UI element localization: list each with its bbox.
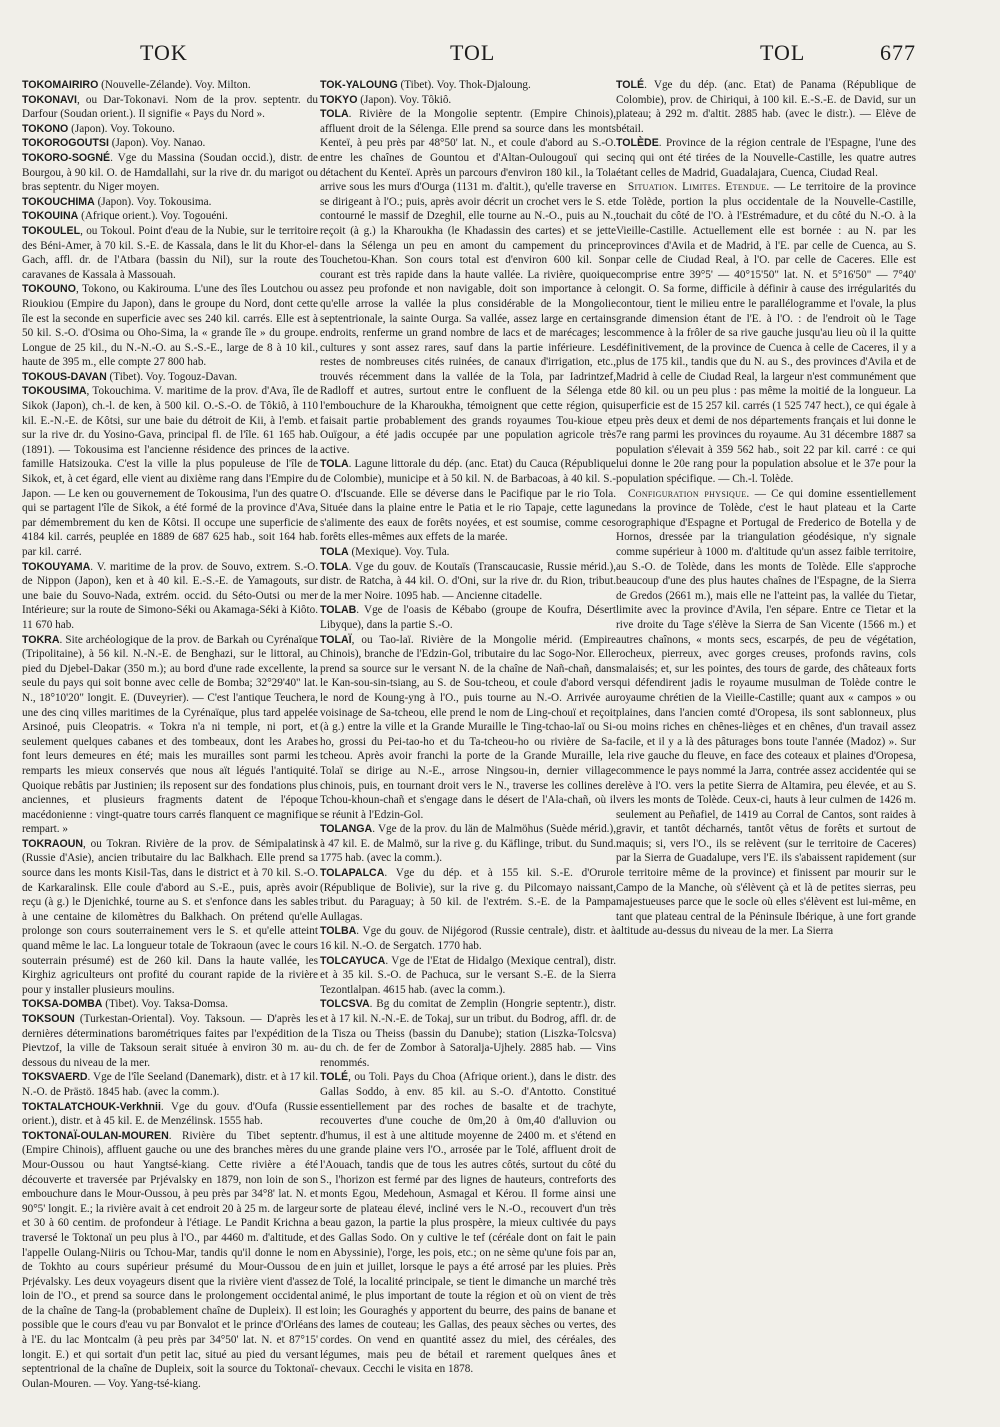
- entry-text: (Turkestan-Oriental). Voy. Taksoun. — D'après les dernières déterminations barométriques faites par l'expédition de Pievtzof, la ville de Taksoun serait située à environ 30 m. au-dessous du niveau de la mer.: [22, 1013, 318, 1069]
- entry-term: TOKRA: [22, 633, 60, 646]
- entry-term: TOKOUYAMA: [22, 560, 91, 573]
- entry: [22, 560, 318, 633]
- entry-term: TOLCAYUCA: [320, 954, 386, 967]
- entry: [22, 1070, 318, 1099]
- entry: [320, 924, 616, 953]
- entry-term: TOLA: [320, 108, 349, 121]
- entry: [22, 224, 318, 282]
- entry: [320, 78, 616, 93]
- entry-text: . Vge de l'île Seeland (Danemark), distr. et à 17 kil. N.-O. de Prästö. 1845 hab. (avec la comm.).: [22, 1071, 318, 1098]
- entry: [320, 822, 616, 866]
- entry-term: TOLAB: [320, 604, 357, 617]
- entry: [320, 93, 616, 108]
- entry-text: , Tokouchima. V. maritime de la prov. d'Ava, île de Sikok (Japon), ch.-l. de ken, à 500 kil. O.-S.-O. de Tôkiô, à 110 kil. E.-N.-E. de Kôtsi, sur une baie du détroit de Kii, à l'emb. et sur la rive dr. du Yosino-Gava, principal fl. de l'île. 61 165 hab. (1891). — Tokousima est l'ancienne résidence des princes de la famille Hatsizouka. C'est la ville la plus populeuse de l'île de Sikok, et, à cet égard, elle vient au dixième rang dans l'Empire du Japon. — Le ken ou gouvernement de Tokousima, l'un des quatre qui se partagent l'île de Sikok, a été formé de la province d'Ava, par démembrement du ken de Kôtsi. Il occupe une superficie de 4184 kil. carrés, peuplée en 1889 de 687 625 hab., soit 164 hab. par kil. carré.: [22, 385, 318, 558]
- section-text: — Ce qui domine essentiellement dans la province de Tolède, c'est le haut plateau et la Carte orographique d'Espagne et Portugal de Frederico de Botella y de Hornos, dressée par la triangulation géodésique, n'y signale comme supérieur à 1000 m. d'altitude qu'un assez faible territoire, au S.-O. de Tolède, dans les monts de Tolède. Elle s'approche beaucoup d'une des plus hautes chaînes de l'Espagne, de la Sierra de Gredos (2661 m.), mais elle ne l'atteint pas, la vallée du Tietar, limite avec la province d'Avila, l'en sépare. Entre ce Tietar et la rive droite du Tage s'élève la Sierra de San Vicente (1566 m.) et autres chaînons, « monts secs, escarpés, de peu de végétation, rocheux, pierreux, avec gorges creuses, profonds ravins, cols malaisés; et, sur les pointes, des tours de garde, des châteaux forts qui défendirent jadis le royaume musulman de Tolède contre le royaume chrétien de la Vieille-Castille; quant aux « campos » ou plaines, dans l'ancien comté d'Oropesa, ils sont sablonneux, plus ou moins riches en chênes-lièges et en chênes, d'un travail assez facile, et il y a là des pâturages bons toute l'année (Madoz) ». Sur la rive gauche du fleuve, en face des coteaux et plaines d'Oropesa, commence le pays nommé la Jarra, contrée assez accidentée qui se relève à l'O. vers la petite Sierra de Altamira, peu élevée, et au S. vers les monts de Tolède. Ceux-ci, hauts à leur culmen de 1426 m. seulement au Peñafiel, de 1419 au Corral de Cantos, sont raides à gravir, et tantôt décharnés, tantôt vêtus de forêts et surtout de maquis; si, vers l'O., ils se relèvent (sur le territoire de Caceres) par la Sierra de Guadalupe, vers l'E. ils s'abaissent rapidement (sur le territoire même de la province) et finissent par mourir sur le Campo de la Manche, où s'élèvent çà et là de petites sierras, peu majestueuses parce que le socle où elles s'élèvent est lui-même, en tant que plateau central de la Péninsule Ibérique, à une fort grande altitude au-dessus du niveau de la mer. La Sierra: [616, 487, 916, 938]
- entry-text: . Vge du dép. (anc. Etat) de Panama (République de Colombie), prov. de Chiriqui, à 100 kil. E.-S.-E. de David, sur un plateau; à 292 m. d'altit. 2885 hab. (avec le distr.). — Elève de bétail.: [616, 79, 916, 135]
- entry-term: TOKSVAERD: [22, 1071, 88, 1084]
- entry-text: (Mexique). Voy. Tula.: [348, 546, 450, 558]
- entry: [616, 136, 916, 180]
- entry-text: . Rivière de la Mongolie septentr. (Empire Chinois), affluent droit de la Sélenga. Elle prend sa source dans les monts Kenteï, à peu près par 48°50' lat. N., et coule d'abord au S.-O. entre les chaînes de Gountou et d'Altan-Oulougouï qui se détachent du Kenteï. Après un parcours d'environ 180 kil., la Tola arrive sous les murs d'Ourga (1131 m. d'altit.), qu'elle traverse en se dirigeant à l'O.; puis, après avoir décrit un crochet vers le S. et contourné le massif de Dzeghil, elle tourne au N.-O., puis au N., reçoit (à g.) la Kharoukha (le Khadassin des cartes) et se jette dans la Sélenga un peu en amont du campement du prince Touchetou-Khan. Son cours total est d'environ 600 kil. Son courant est très rapide dans la haute vallée. La rivière, quoique assez peu profonde et non navigable, doit son importance à ce qu'elle arrose la vallée la plus considérable de la Mongolie septentrionale, la sainte Ourga. Sa vallée, assez large en certains endroits, renferme un grand nombre de lacs et de marécages; les cultures y sont assez rares, sauf dans la partie inférieure. Les restes de nombreuses cités ruinées, de canaux d'irrigation, etc., trouvés récemment dans la vallée de la Tola, par Iadrintzef, Radloff et autres, surtout entre le confluent de la Sélenga et l'embouchure de la Kharoukha, témoignent que cette région, qui faisait partie probablement des grands royaumes Tou-kioue et Ouïgour, a été jadis occupée par une population agricole très active.: [320, 108, 616, 456]
- entry-term: TOKOMAIRIRO: [22, 79, 99, 91]
- entry-text: . V. maritime de la prov. de Souvo, extrem. S.-O. de Nippon (Japon), ken et à 40 kil. E.-S.-E. de Yamagouts, sur une baie du Souvo-Nada, extrém. occid. du Séto-Outsi ou mer Intérieure; sur la route de Simono-Séki ou Akamaga-Séki à Kiôto. 11 670 hab.: [22, 560, 318, 631]
- entry-term: TOK-YALOUNG: [320, 79, 398, 91]
- header-right-headword: TOL: [760, 40, 806, 65]
- entry-term: TOLCSVA: [320, 998, 370, 1011]
- entry-text: (Japon). Voy. Tokousima.: [94, 195, 212, 208]
- section-paragraph: [616, 180, 916, 486]
- entry-text: , Tokono, ou Kakirouma. L'une des îles Loutchou ou Rioukiou (Empire du Japon), dans le groupe du Nord, dont cette île est la seconde en superficie avec ses 240 kil. carrés. Elle est à 50 kil. S.-O. d'Osima ou Oho-Sima, la « grande île » du groupe. Longue de 25 kil., du N.-N.-O. au S.-S.-E., large de 8 à 10 kil., haute de 395 m., elle compte 27 800 hab.: [22, 283, 318, 369]
- entry-term: TOLA: [320, 560, 349, 573]
- entry: [22, 136, 318, 151]
- entry: [22, 122, 318, 137]
- entry-text: , ou Tokran. Rivière de la prov. de Sémipalatinsk (Russie d'Asie), ancien tributaire du lac Balkhach. Elle prend sa source dans les monts Kisil-Tas, dans le district et à 70 kil. S.-O. de Karkaralinsk. Elle coule d'abord au S.-E., puis, après avoir reçu (à g.) le Djenichké, tourne au S. et s'enfonce dans les sables à une centaine de kilomètres du Balkhach. On prétend qu'elle prolonge son cours souterrainement vers le S. et qu'elle atteint quand même le lac. La longueur totale de Tokraoun (avec le cours souterrain présumé) est de 260 kil. Dans la haute vallée, les Kirghiz agriculteurs ont profité du courant rapide de la rivière pour y installer plusieurs moulins.: [22, 837, 318, 996]
- entry: [22, 384, 318, 559]
- entry: [616, 78, 916, 136]
- entry-text: . Site archéologique de la prov. de Barkah ou Cyrénaïque (Tripolitaine), à 56 kil. N.-N.-E. de Benghazi, sur le littoral, au pied du Djebel-Dakar (350 m.); au bord d'une rade excellente, la seule du pays qui soit bonne avec celle de Bomba; 32°29'40" lat. N., 18°10'20" longit. E. (Duveyrier). — C'est l'antique Teuchera, une des cinq villes maritimes de la Cyrénaïque, plus tard appelée Arsinoé, puis Cleopatris. « Tokra n'a ni temple, ni port, et seulement quelques cabanes et des tombeaux, dont les Arabes font leurs demeures en été; mais les murailles sont parmi les remparts les mieux conservés que nous aït légués l'antiquité. Quoique rebâtis par Justinien; ils reposent sur des fondations plus anciennes, et plusieurs fragments datent de l'époque macédonienne : vingt-quatre tours carrés flanquent ce magnifique rempart. »: [22, 633, 318, 836]
- section-heading: Configuration physique.: [628, 487, 750, 500]
- entry-term: TOKOUS-DAVAN: [22, 370, 107, 383]
- entry-text: . Vge de l'oasis de Kébabo (groupe de Koufra, Désert Libyque), dans la partie S.-O.: [320, 604, 616, 631]
- entry-text: (Japon). Voy. Nanao.: [108, 137, 206, 150]
- entry-term: TOLÈDE: [616, 137, 659, 150]
- entry: [320, 633, 616, 823]
- entry: [22, 151, 318, 195]
- entry-term: TOKOUINA: [22, 210, 79, 223]
- entry-text: . Vge de l'Etat de Hidalgo (Mexique central), distr. et à 35 kil. S.-O. de Pachuca, sur le versant S.-E. de la Sierra Tezontlalpan. 4615 hab. (avec la comm.).: [320, 954, 616, 996]
- entry-text: (Tibet). Voy. Thok-Djaloung.: [397, 79, 531, 91]
- entry: [22, 1100, 318, 1129]
- entry-text: . Rivière du Tibet septentr. (Empire Chinois), affluent gauche ou une des branches mères du Mour-Oussou ou haut Yangtsé-kiang. Cette rivière a été découverte et traversée par Prjévalsky en 1879, non loin de son embouchure dans le Mour-Oussou, à peu près par 34°8' lat. N. et 90°5' longit. E.; la rivière avait à cet endroit 20 à 25 m. de largeur et 30 à 60 centim. de profondeur à l'étiage. Le Pandit Krichna a traversé le Toktonaï un peu plus à l'O., par 4460 m. d'altitude, et l'appelle Oulang-Niiris ou Tchou-Mar, tandis qu'il donne le nom de Tokhto au cours supérieur présumé du Mour-Oussou de Prjévalsky. Les deux voyageurs disent que la rivière vient d'assez loin de l'O., et prend sa source dans le prolongement occidental de la chaîne de Tang-la (probablement chaîne de Dupleix). Il est possible que le cours d'eau vu par Bonvalot et le prince d'Orléans à l'E. du lac Montcalm (à peu près par 34°50' lat. N. et 87°15' longit. E.) et qui sortait d'un petit lac, situé au pied du versant septentrional de la chaîne de Dupleix, soit la source du Toktonaï-Oulan-Mouren. — Voy. Yang-tsé-kiang.: [22, 1129, 318, 1390]
- entry: [22, 209, 318, 224]
- entry-text: (Japon). Voy. Tôkiô.: [357, 93, 452, 106]
- entry-term: TOKORO-SOGNÉ: [22, 151, 111, 164]
- page-number: 677: [880, 40, 916, 65]
- entry-text: (Tibet). Voy. Taksa-Domsa.: [102, 998, 228, 1011]
- entry: [320, 1070, 616, 1376]
- entry-term: TOKRAOUN: [22, 837, 84, 850]
- entry-text: , ou Toli. Pays du Choa (Afrique orient.), dans le distr. des Gallas Soddo, à env. 85 kil. au S.-O. d'Antotto. Constitué essentiellement par des roches de basalte et de trachyte, recouvertes d'une couche de 0m,20 à 0m,40 d'alluvion ou d'humus, il est à une altitude moyenne de 2400 m. et s'étend en une grande plaine vers l'O., arrosée par le Tolé, affluent droit de l'Aouach, tandis que de tous les autres côtés, surtout du côté du S., l'horizon est fermé par des lignes de hauteurs, contreforts des monts Egou, Medehoun, Asmagal et Kérou. Il forme ainsi une sorte de plateau élevé, incliné vers le N.-O., recouvert d'un très beau gazon, la partie la plus prospère, la mieux cultivée du pays des Gallas Sodo. On y cultive le tef (céréale dont on fait le pain en Abyssinie), l'orge, les pois, etc.; on ne sème qu'une fois par an, en juin et juillet, lorsque le pays a été arrosé par les pluies. Près de Tolé, la localité principale, se tient le dimanche un marché très animé, le plus important de toute la région et où on vient de très loin; les Gouraghés y apportent du beurre, des pains de banane et des lames de couteau; les Gallas, des peaux sèches ou vertes, des cordes. On vend en quantité assez du miel, des céréales, des légumes, mais peu de bétail et rarement quelques ânes et chevaux. Cecchi le visita en 1878.: [320, 1071, 616, 1376]
- entry-text: , ou Tao-laï. Rivière de la Mongolie mérid. (Empire Chinois), branche de l'Edzin-Gol, tributaire du lac Sogo-Nor. Elle prend sa source sur le versant N. de la chaîne de Nañ-chañ, dans le Kan-sou-sin-tsiang, au S. de Sou-tcheou, et coule d'abord vers le nord de Koung-yng à l'O., puis tourne au N.-O. Arrivée au voisinage de Sa-tcheou, elle prend le nom de Ling-chouï et reçoit (à g.) entre la ville et la Grande Muraille le Ting-tchao-laï ou Si-ho, grossi du Pei-tao-ho et du Ta-tcheou-ho ou rivière de Sa-tcheou. Après avoir franchi la porte de la Grande Muraille, le Tolaï se dirige au N.-E., arrose Ningsou-in, dernier village chinois, puis, en tournant droit vers le N., traverse les collines de Tchou-khoun-chañ et s'engage dans le désert de l'Ala-chañ, où il se réunit à l'Edzin-Gol.: [320, 633, 616, 821]
- entry-term: TOLAÏ: [320, 633, 352, 646]
- entry-term: TOKTALATCHOUK-Verkhnii: [22, 1100, 161, 1113]
- entry-term: TOLA: [320, 546, 349, 558]
- entry-text: , ou Tokoul. Point d'eau de la Nubie, sur le territoire des Béni-Amer, à 70 kil. S.-E. de Kassala, dans le lit du Khor-el-Gach, affl. dr. de l'Atbara (bassin du Nil), sur la route des caravanes de Kassala à Massouah.: [22, 224, 318, 281]
- entry: [22, 78, 318, 93]
- entry: [320, 954, 616, 998]
- entry-text: . Lagune littorale du dép. (anc. Etat) du Cauca (République de Colombie), municipe et à 50 kil. N. de Barbacoas, à 40 kil. S.-O. d'Iscuande. Elle se déverse dans le Pacifique par le rio Tola. Située dans la plaine entre le Patia et le rio Tapaje, cette lagune s'alimente des eaux de forêts noyées, et est soumise, comme ces forêts elles-mêmes aux effets de la marée.: [320, 458, 616, 544]
- header-left-headword: TOK: [140, 40, 188, 65]
- entry-text: (Japon). Voy. Tokouno.: [68, 122, 175, 135]
- entry-term: TOKONO: [22, 122, 69, 135]
- column-right: [616, 78, 916, 1408]
- column-left: [22, 78, 318, 1408]
- entry: [22, 633, 318, 837]
- entry: [22, 837, 318, 998]
- entry-text: . Vge du Massina (Soudan occid.), distr. de Bourgou, à 90 kil. O. de Hamdallahi, sur la rive dr. du marigot ou bras septentr. du Niger moyen.: [22, 151, 318, 194]
- entry-term: TOKOUCHIMA: [22, 195, 95, 208]
- entry: [22, 282, 318, 370]
- entry: [320, 107, 616, 457]
- entry-term: TOLA: [320, 458, 349, 471]
- running-header: [0, 40, 1000, 70]
- entry: [22, 1129, 318, 1392]
- header-middle-headword: TOL: [450, 40, 496, 65]
- entry-term: TOLÉ: [320, 1071, 349, 1084]
- entry: [320, 457, 616, 545]
- entry: [320, 603, 616, 632]
- entry: [22, 370, 318, 385]
- entry: [320, 866, 616, 924]
- entry-term: TOLBA: [320, 925, 357, 938]
- entry-term: TOKSA-DOMBA: [22, 998, 103, 1011]
- entry-text: , ou Dar-Tokonavi. Nom de la prov. septentr. du Darfour (Soudan orient.). Il signifie « Pays du Nord ».: [22, 93, 318, 121]
- entry-text: . Bg du comitat de Zemplin (Hongrie septentr.), distr. et à 17 kil. N.-N.-E. de Tokaj, sur un tribut. du Bodrog, affl. dr. de la Tisza ou Theiss (bassin du Danube); station (Liszka-Tolcsva) du ch. de fer de Zombor à Satoralja-Ujhely. 2885 hab. — Vins renommés.: [320, 998, 616, 1069]
- entry-text: (Afrique orient.). Voy. Togouéni.: [78, 210, 228, 223]
- section-heading: Situation. Limites. Etendue.: [628, 181, 770, 194]
- entry-term: TOKONAVI: [22, 93, 77, 106]
- entry-term: TOKOROGOUTSI: [22, 137, 109, 150]
- entry-term: TOKOUSIMA: [22, 385, 87, 398]
- entry-text: . Vge de la prov. du län de Malmöhus (Suède mérid.), à 47 kil. E. de Malmö, sur la rive g. du Käflinge, tribut. du Sund. 1775 hab. (avec la comm.).: [320, 823, 616, 865]
- entry-text: . Vge du gouv. de Koutaïs (Transcaucasie, Russie mérid.), distr. de Ratcha, à 44 kil. O. d'Oni, sur la rive dr. du Rion, tribut. de la mer Noire. 1095 hab. — Ancienne citadelle.: [320, 560, 616, 602]
- entry-term: TOKYO: [320, 93, 358, 106]
- entry: [320, 997, 616, 1070]
- entry-term: TOLAPALCA: [320, 867, 385, 880]
- entry: [22, 997, 318, 1012]
- entry-term: TOLÉ: [616, 79, 645, 91]
- entry: [22, 1012, 318, 1070]
- entry: [320, 560, 616, 604]
- entry-text: . Vge du gouv. de Nijégorod (Russie centrale), distr. et à 16 kil. N.-O. de Sergatch. 1770 hab.: [320, 925, 616, 953]
- entry: [22, 93, 318, 122]
- section-text: — Le territoire de la province de Tolède, portion la plus occidentale de la Nouvelle-Castille, touchait du côté de l'O. à l'Estrémadure, et du côté du N.-O. à la Vieille-Castille. Actuellement elle est bornée : au N. par les provinces d'Avila et de Madrid, à l'E. par celle de Cuenca, au S. par celle de Ciudad Real, à l'O. par celle de Caceres. Elle est comprise entre 39°5' — 40°15'50" lat. N. et 5°16'50" — 7°40' longit. O. Sa forme, difficile à définir à cause des irrégularités du contour, tient le milieu entre le parallélogramme et l'ovale, la plus grande dimension étant de l'E. à l'O. : de l'endroit où le Tage commence à la frôler de sa rive gauche jusqu'au lieu où il la quitte définitivement, de la province de Cuenca à celle de Caceres, il y a plus de 175 kil., tandis que du N. au S., des provinces d'Avila et de Madrid à celle de Ciudad Real, la largeur n'est communément que de 80 kil. ou un peu plus : pas même la moitié de la longueur. La superficie est de 15 257 kil. carrés (1 525 747 hect.), ce qui égale à peu près deux et demi de nos départements français et lui donne le 7e rang parmi les provinces du royaume. Au 31 décembre 1887 sa population s'élevait à 359 562 hab., soit 22 par kil. carré : ce qui lui donne le 20e rang pour la population absolue et le 37e pour la population spécifique. — Ch.-l. Tolède.: [616, 181, 916, 486]
- entry-text: (Tibet). Voy. Togouz-Davan.: [106, 370, 238, 383]
- entry-text: . Vge du gouv. d'Oufa (Russie orient.), distr. et à 45 kil. E. de Menzélinsk. 1555 hab.: [22, 1100, 318, 1128]
- entry: [320, 545, 616, 560]
- entry-text: . Vge du dép. et à 155 kil. S.-E. d'Oruro (République de Bolivie), sur la rive g. du Pilcomayo naissant, tribut. du Paraguay; à 50 kil. de l'extrém. S.-E. de la Pampa Aullagas.: [320, 867, 616, 923]
- entry-term: TOKOULEL: [22, 224, 81, 237]
- entry-term: TOLANGA: [320, 823, 373, 836]
- column-middle: [320, 78, 616, 1408]
- entry-term: TOKTONAÏ-OULAN-MOUREN: [22, 1129, 169, 1142]
- entry-term: TOKOUNO: [22, 283, 76, 296]
- entry-text: . Province de la région centrale de l'Espagne, l'une des cinq qui ont été tirées de la Nouvelle-Castille, les quatre autres étant celles de Madrid, Guadalajara, Cuenca, Ciudad Real.: [616, 137, 916, 179]
- section-paragraph: [616, 487, 916, 939]
- entry-text: (Nouvelle-Zélande). Voy. Milton.: [98, 79, 251, 91]
- entry-term: TOKSOUN: [22, 1013, 75, 1025]
- entry: [22, 195, 318, 210]
